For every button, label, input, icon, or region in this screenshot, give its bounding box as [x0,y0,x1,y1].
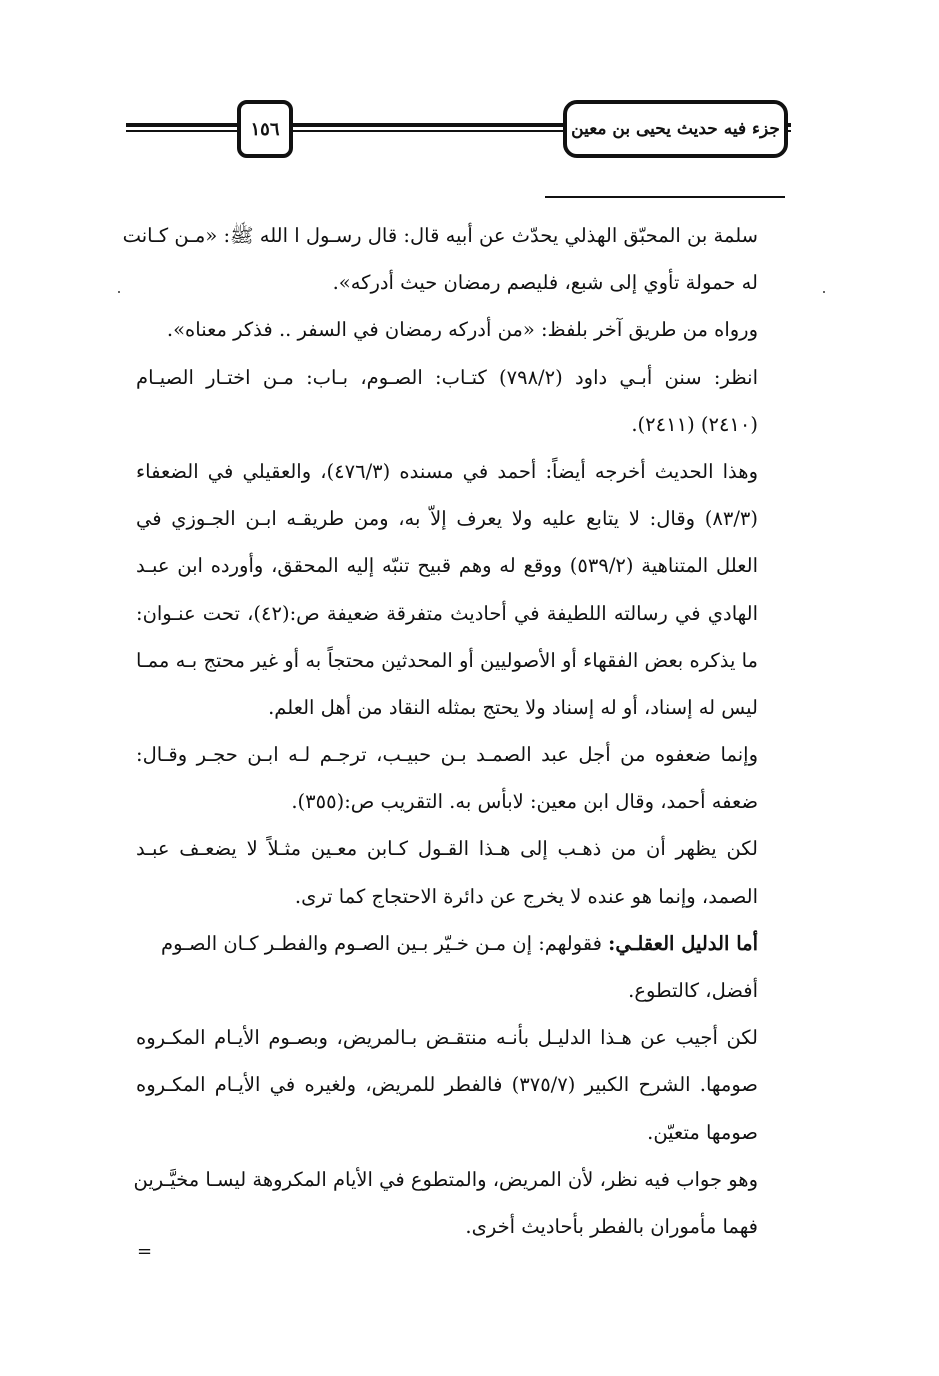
text-line: وهو جواب فيه نظر، لأن المريض، والمتطوع في الأيام المكروهة ليسـا مخيَّـرين [133,1167,758,1191]
text-line: فهما مأموران بالفطر بأحاديث أخرى. [465,1214,758,1238]
page-number-text: ١٥٦ [250,118,280,140]
text-line: له حمولة تأوي إلى شبع، فليصم رمضان حيث أدركه». [332,271,758,295]
text-line: ورواه من طريق آخر بلفظ: «من أدركه رمضان في السفر .. فذكر معناه». [166,318,758,342]
text-line: لكن أجيب عن هـذا الدليـل بأنـه منتقـض بـالمريض، وبصـوم الأيـام المكـروه [136,1026,758,1050]
text-line: وهذا الحديث أخرجه أيضاً: أحمد في مسنده (٤٧٦/٣)، والعقيلي في الضعفاء [136,459,758,483]
footnote-text [122,212,758,1250]
running-title [563,100,788,158]
page-number [237,100,293,158]
text-line: ضعفه أحمد، وقال ابن معين: لابأس به. التقريب ص:(٣٥٥). [291,790,758,814]
running-title-text: جزء فيه حديث يحيى بن معين [571,119,780,139]
text-line: (٨٣/٣) وقال: لا يتابع عليه ولا يعرف إلاّ به، ومن طريقـه ابـن الجـوزي في [136,507,758,531]
bold-lead-text: أما الدليل العقلـي: [608,931,758,955]
text-line: الصمد، وإنما هو عنده لا يخرج عن دائرة الاحتجاج كما ترى. [294,884,758,908]
text-line: العلل المتناهية (٥٣٩/٢) ووقع له وهم قبيح تنبّه إليه المحقق، وأورده ابن عبـد [136,554,758,578]
continuation-mark: = [137,1241,153,1262]
text-line: ما يذكره بعض الفقهاء أو الأصوليين أو المحدثين محتجاً به أو غير محتج بـه ممـا [136,648,758,672]
text-line: صومها متعيّن. [647,1120,758,1144]
text-line: سلمة بن المحبّق الهذلي يحدّث عن أبيه قال: قال رسـول ا الله ﷺ: «مـن كـانت [122,224,758,247]
stray-dot [118,291,120,293]
text-line: وإنما ضعفوه من أجل عبد الصمـد بـن حبيـب، ترجـم لـه ابـن حجـر وقـال: [136,743,758,767]
text-line: أفضل، كالتطوع. [628,979,758,1002]
text-line: ليس له إسناد، أو له إسناد ولا يحتج بمثله النقاد من أهل العلم. [268,695,758,719]
stray-dot [823,291,825,293]
text-line-with-bold-lead [136,920,758,967]
text-line: لكن يظهر أن من ذهـب إلى هـذا القـول كـابن معـين مثـلاً لا يضعـف عبـد [136,837,758,861]
text-line-rest: فقولهم: إن مـن خـيّر بـين الصـوم والفطـر كـان الصـوم [161,931,602,955]
footnote-separator [545,196,785,198]
text-line: انظر: سنن أبـي داود (٧٩٨/٢) كتـاب: الصـوم، بـاب: مـن اختـار الصيـام [136,365,758,389]
text-line: الهادي في رسالته اللطيفة في أحاديث متفرقة ضعيفة ص:(٤٢)، تحت عنـوان: [136,601,758,625]
text-line: (٢٤١٠) (٢٤١١). [631,412,758,436]
text-line: صومها. الشرح الكبير (٣٧٥/٧) فالفطر للمريض، ولغيره في الأيـام المكـروه [136,1073,758,1097]
